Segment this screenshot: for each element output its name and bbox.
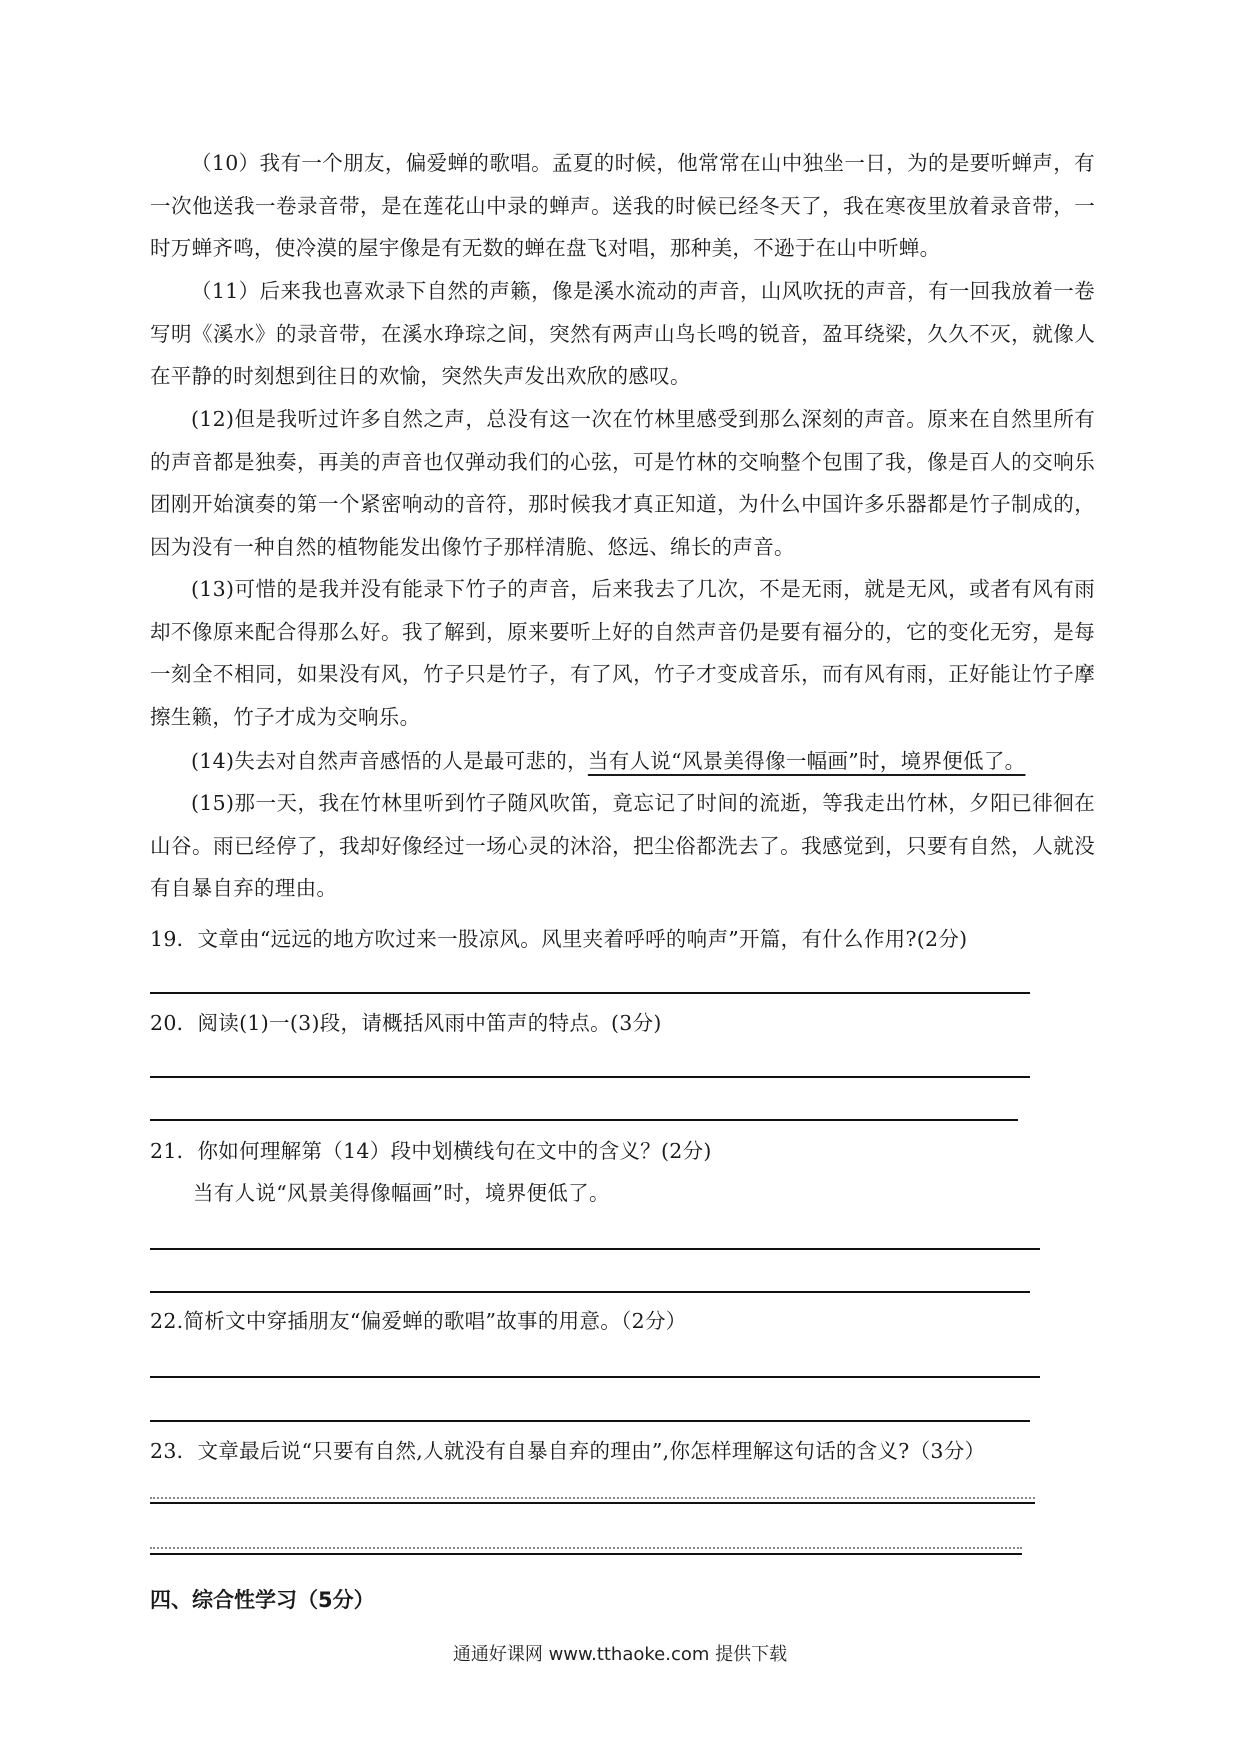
question-21: 21．你如何理解第（14）段中划横线句在文中的含义？(2分) (150, 1139, 712, 1163)
answer-line-20a[interactable] (150, 1076, 1030, 1078)
answer-line-19[interactable] (150, 992, 1030, 994)
question-20: 20．阅读(1)一(3)段，请概括风雨中笛声的特点。(3分) (150, 1011, 662, 1035)
paragraph-15: (15)那一天，我在竹林里听到竹子随风吹笛，竟忘记了时间的流逝，等我走出竹林，夕阳已徘徊在山谷。雨已经停了，我却好像经过一场心灵的沐浴，把尘俗都洗去了。我感觉到，只要有自然，人就没有自暴自弃的理由。 (150, 791, 1095, 900)
question-22: 22.简析文中穿插朋友“偏爱蝉的歌唱”故事的用意。（2分） (150, 1309, 687, 1333)
answer-line-22a[interactable] (150, 1376, 1040, 1378)
answer-line-23a[interactable] (150, 1502, 1035, 1504)
question-23: 23．文章最后说“只要有自然,人就没有自暴自弃的理由”,你怎样理解这句话的含义?（3分） (150, 1439, 986, 1463)
question-19: 19．文章由“远远的地方吹过来一股凉风。风里夹着呼呼的响声”开篇，有什么作用?(2分) (150, 927, 968, 951)
answer-line-21a[interactable] (150, 1248, 1040, 1250)
answer-line-21b[interactable] (150, 1291, 1030, 1293)
paragraph-11: （11）后来我也喜欢录下自然的声籁，像是溪水流动的声音，山风吹抚的声音，有一回我放着一卷写明《溪水》的录音带，在溪水琤琮之间，突然有两声山鸟长鸣的锐音，盈耳绕梁，久久不灭，就像人在平静的时刻想到往日的欢愉，突然失声发出欢欣的感叹。 (150, 279, 1095, 388)
paragraph-14 (150, 740, 1095, 783)
answer-line-23b[interactable] (150, 1553, 1022, 1555)
underlined-sentence: 当有人说“风景美得像一幅画”时，境界便低了。 (587, 749, 1026, 773)
paragraph-14-text: (14)失去对自然声音感悟的人是最可悲的， (191, 749, 588, 773)
paragraph-10: （10）我有一个朋友，偏爱蝉的歌唱。孟夏的时候，他常常在山中独坐一日，为的是要听蝉声，有一次他送我一卷录音带，是在莲花山中录的蝉声。送我的时候已经冬天了，我在寒夜里放着录音带，一时万蝉齐鸣，使冷漠的屋宇像是有无数的蝉在盘飞对唱，那种美，不逊于在山中听蝉。 (150, 151, 1095, 260)
paragraph-12: (12)但是我听过许多自然之声，总没有这一次在竹林里感受到那么深刻的声音。原来在自然里所有的声音都是独奏，再美的声音也仅弹动我们的心弦，可是竹林的交响整个包围了我，像是百人的交响乐团刚开始演奏的第一个紧密响动的音符，那时候我才真正知道，为什么中国许多乐器都是竹子制成的，因为没有一种自然的植物能发出像竹子那样清脆、悠远、绵长的声音。 (150, 407, 1095, 559)
answer-line-20b[interactable] (150, 1119, 1018, 1121)
answer-line-22b[interactable] (150, 1420, 1030, 1422)
paragraph-13: (13)可惜的是我并没有能录下竹子的声音，后来我去了几次，不是无雨，就是无风，或者有风有雨却不像原来配合得那么好。我了解到，原来要听上好的自然声音仍是要有福分的，它的变化无穷，是每一刻全不相同，如果没有风，竹子只是竹子，有了风，竹子才变成音乐，而有风有雨，正好能让竹子摩擦生籁，竹子才成为交响乐。 (150, 577, 1095, 729)
footer-watermark: 通通好课网 www.tthaoke.com 提供下载 (452, 1644, 788, 1665)
answer-guide-23a (150, 1497, 1035, 1499)
quoted-sentence: 当有人说“风景美得像幅画”时，境界便低了。 (193, 1181, 610, 1205)
section-heading: 四、综合性学习（5分） (150, 1588, 375, 1612)
answer-guide-23b (150, 1547, 1022, 1549)
